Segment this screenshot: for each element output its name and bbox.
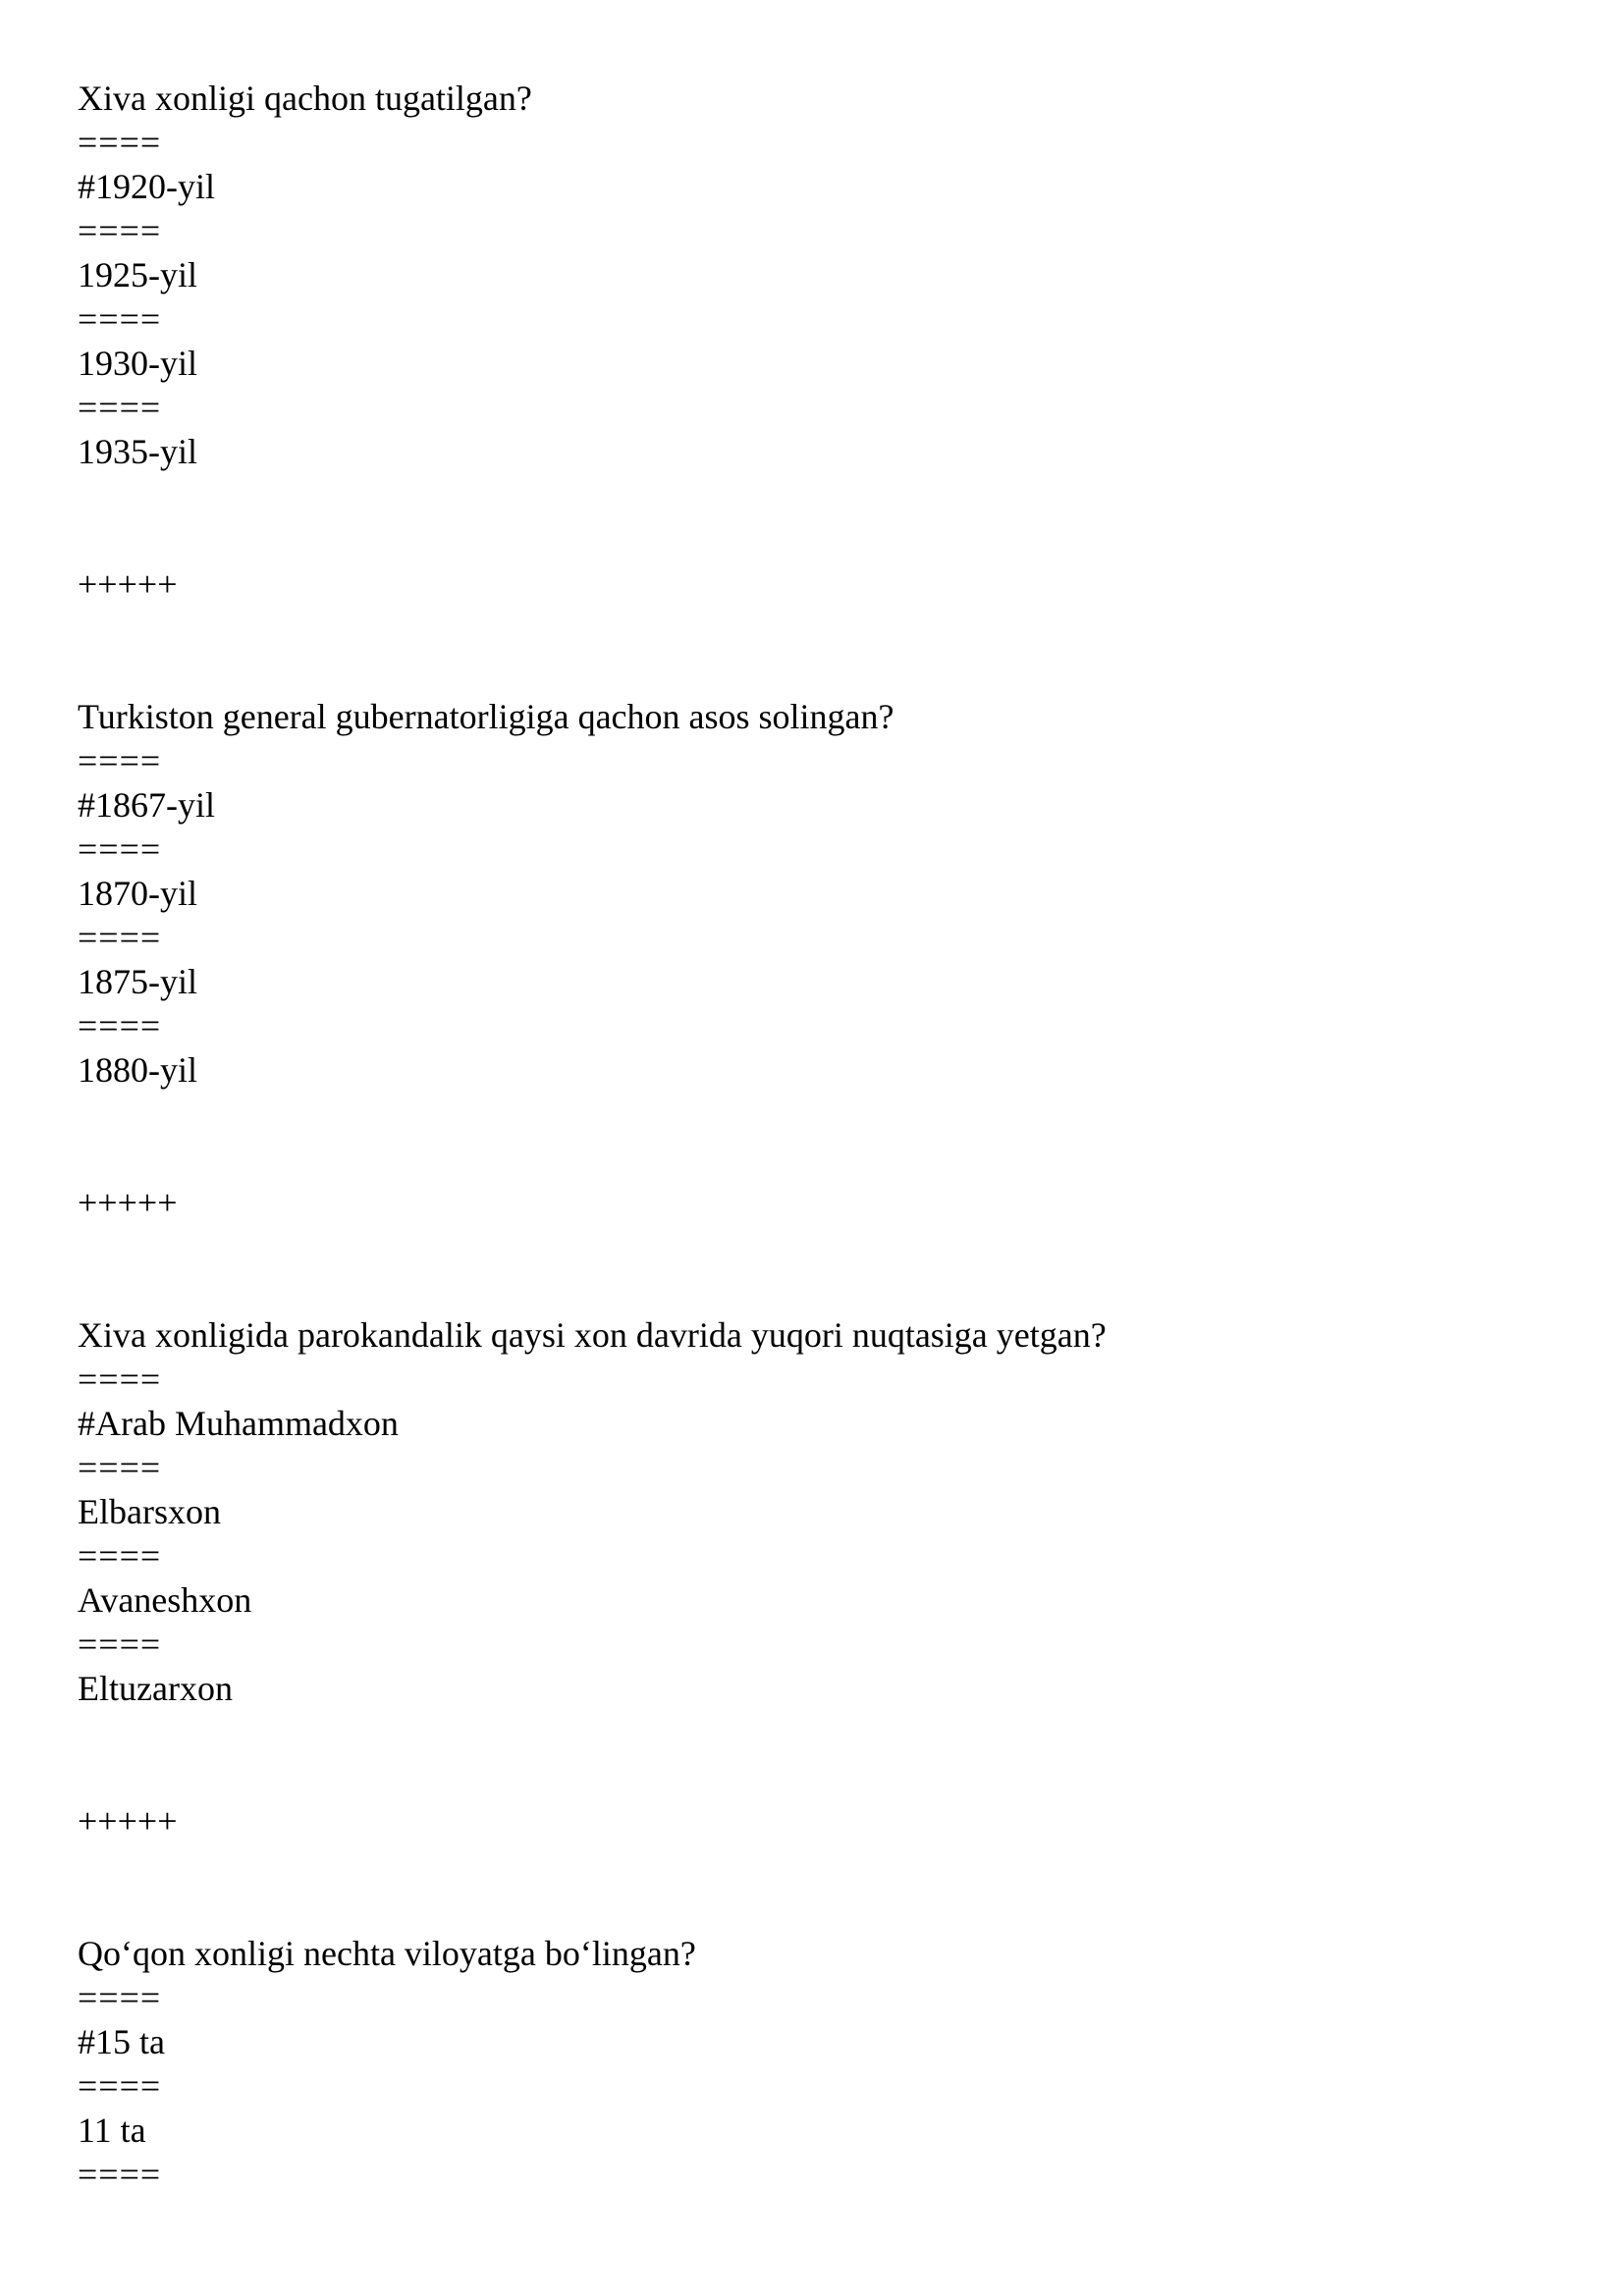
answer-option: 1935-yil — [78, 432, 197, 471]
separator: ==== — [78, 2155, 162, 2194]
answer-option: 1875-yil — [78, 962, 197, 1001]
separator: ==== — [78, 918, 162, 957]
question-block — [78, 1313, 1550, 1711]
question-text: Qo‘qon xonligi nechta viloyatga bo‘lingan? — [78, 1934, 696, 1973]
question-block — [78, 695, 1550, 1093]
answer-option: Avaneshxon — [78, 1580, 252, 1620]
block-separator: +++++ — [78, 564, 178, 604]
answer-option: 1880-yil — [78, 1050, 197, 1090]
block-separator: +++++ — [78, 1801, 178, 1841]
answer-option: #Arab Muhammadxon — [78, 1404, 399, 1443]
question-text: Xiva xonligida parokandalik qaysi xon davrida yuqori nuqtasiga yetgan? — [78, 1315, 1107, 1355]
separator: ==== — [78, 2066, 162, 2106]
answer-option: 1930-yil — [78, 344, 197, 383]
question-block — [78, 77, 1550, 474]
separator: ==== — [78, 1006, 162, 1045]
separator: ==== — [78, 299, 162, 339]
answer-option: #15 ta — [78, 2022, 165, 2061]
answer-option: 1870-yil — [78, 874, 197, 913]
answer-option: #1920-yil — [78, 167, 215, 206]
separator: ==== — [78, 1448, 162, 1487]
separator: ==== — [78, 211, 162, 250]
answer-option: 1925-yil — [78, 255, 197, 294]
question-text: Turkiston general gubernatorligiga qachon asos solingan? — [78, 697, 894, 736]
question-text: Xiva xonligi qachon tugatilgan? — [78, 79, 532, 118]
separator: ==== — [78, 741, 162, 780]
separator: ==== — [78, 388, 162, 427]
separator: ==== — [78, 1536, 162, 1575]
block-separator: +++++ — [78, 1183, 178, 1222]
answer-option: 11 ta — [78, 2110, 146, 2150]
document-page — [78, 77, 1550, 2197]
separator: ==== — [78, 1978, 162, 2017]
answer-option: Eltuzarxon — [78, 1669, 233, 1708]
separator: ==== — [78, 123, 162, 162]
separator: ==== — [78, 1625, 162, 1664]
separator: ==== — [78, 829, 162, 869]
separator: ==== — [78, 1360, 162, 1399]
answer-option: #1867-yil — [78, 785, 215, 825]
question-block — [78, 1932, 1550, 2197]
answer-option: Elbarsxon — [78, 1492, 221, 1531]
